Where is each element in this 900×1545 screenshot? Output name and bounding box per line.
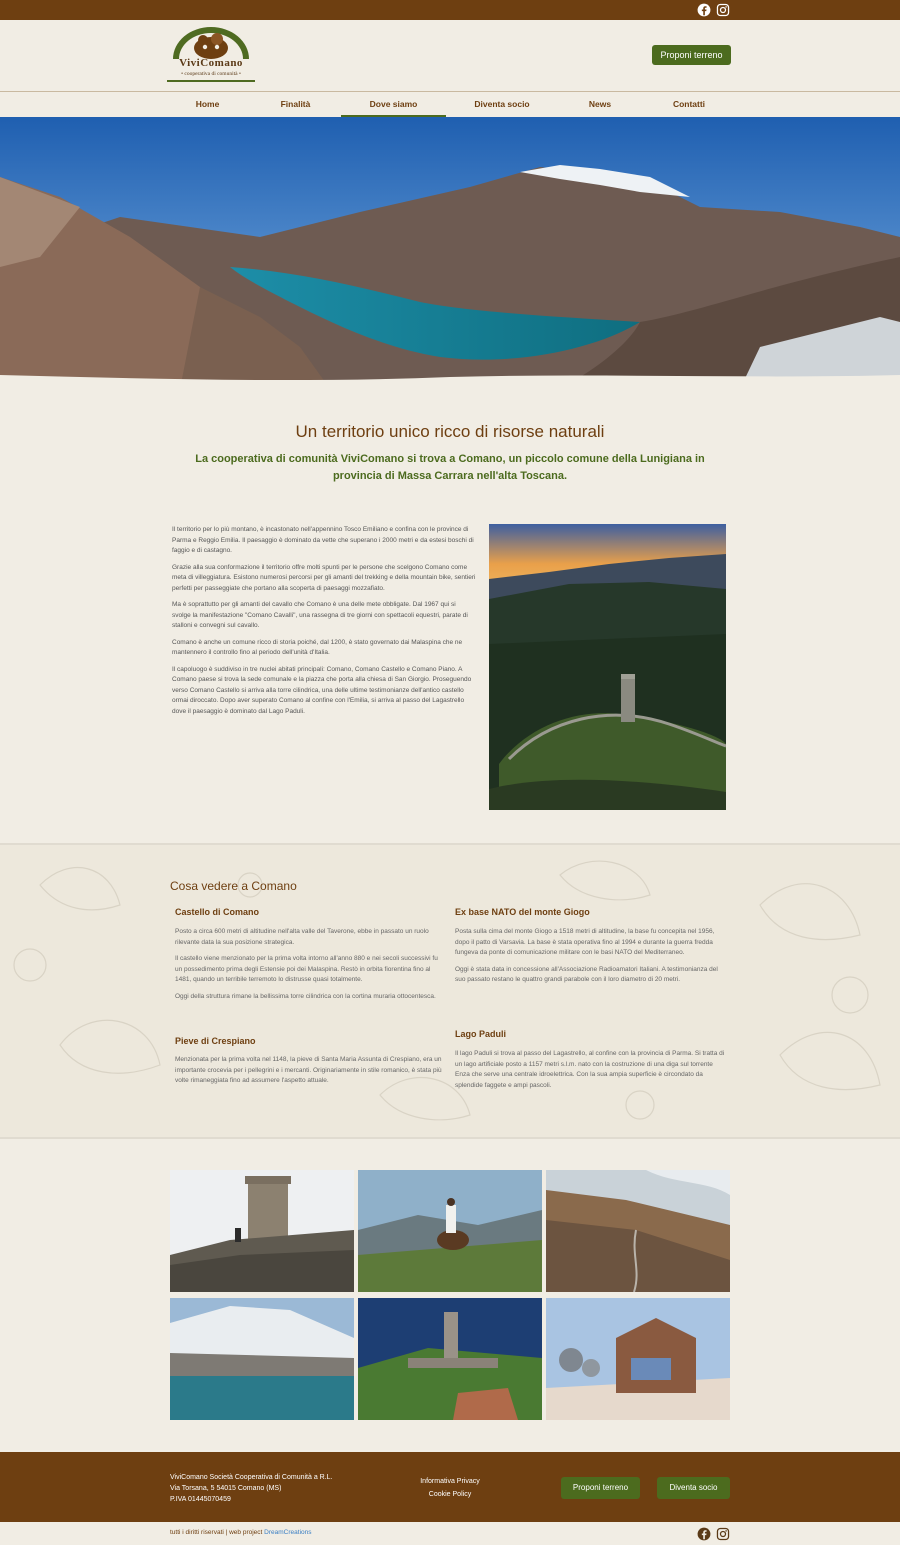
logo-emblem-icon bbox=[165, 26, 257, 60]
nato-base-description bbox=[455, 927, 725, 992]
gallery-image-castle-tower[interactable] bbox=[358, 1298, 542, 1420]
paragraph: Grazie alla sua conformazione il territorio offre molti spunti per le persone che scelgono Comano come meta di villeggiatura. Esistono numerosi percorsi per gli amanti del trekking e della mountain bike, sentieri perfetti per passeggiate che portano alla scoperta di paesaggi mozzafiato. bbox=[172, 563, 476, 592]
privacy-link[interactable]: Informativa Privacy bbox=[420, 1478, 480, 1485]
credit-link[interactable]: DreamCreations bbox=[264, 1529, 312, 1536]
logo-title: ViviComano bbox=[179, 57, 243, 69]
top-bar bbox=[0, 0, 900, 20]
logo[interactable] bbox=[165, 26, 257, 84]
instagram-icon[interactable] bbox=[716, 3, 730, 17]
social-icons bbox=[697, 3, 730, 17]
paragraph: Oggi della struttura rimane la bellissima torre cilindrica con la cortina muraria ottocentesca. bbox=[175, 992, 436, 1000]
cookie-policy-link[interactable]: Cookie Policy bbox=[428, 1490, 472, 1498]
gallery-image-horse-rider[interactable] bbox=[358, 1170, 542, 1292]
nav-item-dove-siamo[interactable]: Dove siamo bbox=[341, 92, 446, 117]
nav-item-home[interactable]: Home bbox=[195, 99, 220, 109]
facebook-icon[interactable] bbox=[697, 3, 711, 17]
site-footer bbox=[0, 1452, 900, 1522]
nav-item-diventa-socio[interactable]: Diventa socio bbox=[474, 99, 530, 109]
instagram-icon[interactable] bbox=[716, 1527, 730, 1541]
site-header bbox=[0, 20, 900, 91]
main-nav bbox=[0, 91, 900, 117]
lago-paduli-title: Lago Paduli bbox=[455, 1029, 507, 1039]
gallery-image-autumn-forest[interactable] bbox=[546, 1170, 730, 1292]
copyright-text bbox=[170, 1529, 312, 1536]
hero-image bbox=[0, 117, 900, 389]
copyright-bar bbox=[0, 1522, 900, 1545]
castle-aerial-photo bbox=[489, 524, 726, 810]
paragraph: Il castello viene menzionato per la prima volta intorno all'anno 880 e nei secoli successivi fu un possedimento prima degli Estensie poi dei Malaspina. Restò in orbita fiorentina fino al 1481, quando un terribile terremoto lo distrusse quasi totalmente. bbox=[175, 955, 438, 983]
copyright-label: tutti i diritti riservati | web project bbox=[170, 1529, 265, 1536]
nav-item-news[interactable]: News bbox=[588, 99, 612, 109]
gallery-image-nato-base[interactable] bbox=[546, 1298, 730, 1420]
facebook-icon[interactable] bbox=[697, 1527, 711, 1541]
footer-address bbox=[170, 1472, 360, 1505]
company-vat: P.IVA 01445070459 bbox=[170, 1496, 231, 1503]
lago-paduli-description bbox=[455, 1049, 725, 1097]
nav-item-finalita[interactable]: Finalità bbox=[280, 99, 311, 109]
logo-subtitle: • cooperativa di comunità • bbox=[181, 71, 241, 77]
nav-item-contatti[interactable]: Contatti bbox=[672, 99, 706, 109]
paragraph: Oggi è stata data in concessione all'Associazione Radioamatori Italiani. A testimonianza del suo passato restano le quattro grandi parabole con il loro diametro di 20 metri. bbox=[455, 965, 718, 983]
footer-become-member-button[interactable]: Diventa socio bbox=[657, 1477, 730, 1499]
section-title: Cosa vedere a Comano bbox=[170, 879, 297, 893]
castello-title: Castello di Comano bbox=[175, 907, 260, 917]
paragraph: Il territorio per lo più montano, è incastonato nell'appennino Tosco Emiliano e confina con le province di Parma e Reggio Emilia. Il paesaggio è dominato da vette che superano i 2000 metri e da estesi boschi di faggio e di castagno. bbox=[172, 526, 474, 554]
paragraph: Ma è soprattutto per gli amanti del cavallo che Comano è una delle mete obbligate. Dal 1967 qui si svolge la manifestazione "Comano Cavalli", una rassegna di tre giorni con spettacoli equestri, parate di stalloni e convegni sul cavallo. bbox=[172, 601, 468, 629]
page-title: Un territorio unico ricco di risorse naturali bbox=[295, 422, 605, 441]
paragraph: Il lago Paduli si trova al passo del Lagastrello, al confine con la provincia di Parma. Si tratta di un lago artificiale posto a 1157 metri s.l.m. nato con la costruzione di una diga sul torrente Enza che serve una centrale idroelettrica. Con la sua ampia superficie è circondato da splendide faggete e ampi pascoli. bbox=[455, 1050, 725, 1089]
gallery-image-snowy-lake[interactable] bbox=[170, 1298, 354, 1420]
company-name: ViviComano Società Cooperativa di Comunità a R.L. bbox=[170, 1474, 333, 1481]
pieve-description bbox=[175, 1055, 445, 1093]
logo-underline bbox=[167, 80, 255, 82]
paragraph: Menzionata per la prima volta nel 1148, la pieve di Santa Maria Assunta di Crespiano, era un importante crocevia per i pellegrini e i mercanti. Originariamente in stile romanico, è stata più volte rimaneggiata fino ad assumere l'aspetto attuale. bbox=[175, 1056, 442, 1084]
paragraph: Comano è anche un comune ricco di storia poiché, dal 1200, è stato governato dai Malaspina che ne mantennero il controllo fino al periodo dell'unità d'Italia. bbox=[172, 638, 463, 656]
leaf-pattern-background bbox=[0, 845, 900, 1139]
propose-land-button[interactable]: Proponi terreno bbox=[652, 45, 731, 65]
page-subtitle: La cooperativa di comunità ViviComano si trova a Comano, un piccolo comune della Lunigiana in provincia di Massa Carrara nell'alta Toscana. bbox=[195, 453, 705, 482]
company-street: Via Torsana, 5 54015 Comano (MS) bbox=[170, 1485, 282, 1492]
paragraph: Posta sulla cima del monte Giogo a 1518 metri di altitudine, la base fu concepita nel 1956, dopo il patto di Varsavia. La base è stata operativa fino al 1994 e durante la guerra fredda fungeva da ponte di comunicazione militare con le basi NATO del Mediterraneo. bbox=[455, 928, 715, 956]
paragraph: Posto a circa 600 metri di altitudine nell'alta valle del Taverone, ebbe in passato un ruolo rilevante data la sua posizione strategica. bbox=[175, 928, 429, 946]
paragraph: Il capoluogo è suddiviso in tre nuclei abitati principali: Comano, Comano Castello e Comano Piano. A Comano paese si trova la sede comunale e la piazza che porta alla chiesa di San Giorgio. Proseguendo verso Comano Castello si arriva alla torre cilindrica, una delle ultime testimonianze dell'antico castello ormai diroccato. Dopo aver superato Comano al confine con l'Emilia, si arriva al passo del Lagastrello dove il paesaggio è dominato dal Lago Paduli. bbox=[172, 665, 472, 715]
footer-propose-land-button[interactable]: Proponi terreno bbox=[561, 1477, 640, 1499]
footer-social-icons bbox=[697, 1527, 730, 1541]
pieve-title: Pieve di Crespiano bbox=[175, 1036, 256, 1046]
what-to-see-section bbox=[0, 843, 900, 1139]
gallery-image-tower-goat[interactable] bbox=[170, 1170, 354, 1292]
territory-description bbox=[172, 525, 476, 723]
castello-description bbox=[175, 927, 445, 1008]
nato-base-title: Ex base NATO del monte Giogo bbox=[455, 907, 590, 917]
footer-links bbox=[400, 1476, 500, 1501]
